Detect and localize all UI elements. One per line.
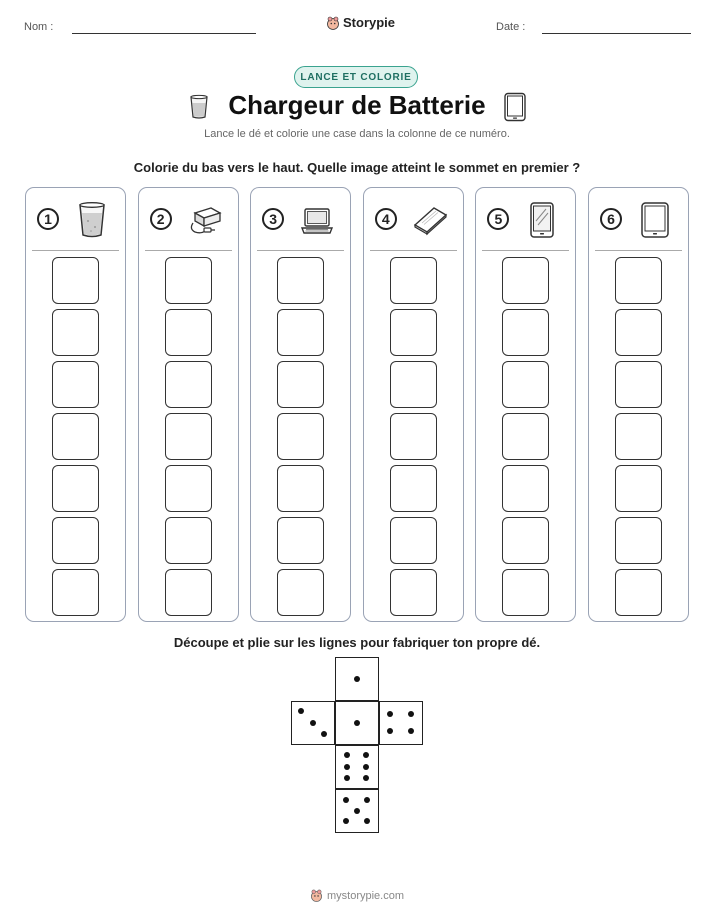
color-box[interactable] bbox=[502, 517, 549, 564]
color-box[interactable] bbox=[390, 361, 437, 408]
dice-pip bbox=[354, 720, 360, 726]
color-box[interactable] bbox=[277, 465, 324, 512]
laptop-icon bbox=[299, 201, 335, 239]
color-box[interactable] bbox=[390, 257, 437, 304]
color-box[interactable] bbox=[502, 465, 549, 512]
color-box[interactable] bbox=[165, 361, 212, 408]
tablet-icon bbox=[524, 201, 560, 239]
dice-pip bbox=[387, 728, 393, 734]
color-box[interactable] bbox=[390, 569, 437, 616]
column-2 bbox=[138, 187, 239, 622]
page-subtitle: Lance le dé et colorie une case dans la colonne de ce numéro. bbox=[204, 128, 510, 140]
color-box[interactable] bbox=[277, 257, 324, 304]
coloring-instruction: Colorie du bas vers le haut. Quelle image atteint le sommet en premier ? bbox=[133, 160, 581, 175]
dice-face-5 bbox=[335, 789, 379, 833]
dice-pip bbox=[343, 797, 349, 803]
dice-pip bbox=[344, 752, 350, 758]
name-label: Nom : bbox=[24, 21, 54, 33]
color-box[interactable] bbox=[615, 361, 662, 408]
color-box[interactable] bbox=[502, 257, 549, 304]
dice-pip bbox=[364, 797, 370, 803]
footer bbox=[0, 889, 714, 902]
color-box[interactable] bbox=[502, 309, 549, 356]
dice-pip bbox=[387, 711, 393, 717]
dice-pip bbox=[343, 818, 349, 824]
column-number: 6 bbox=[600, 208, 622, 230]
dice-instruction: Découpe et plie sur les lignes pour fabriquer ton propre dé. bbox=[173, 635, 541, 650]
date-line[interactable] bbox=[542, 33, 691, 34]
footer-url[interactable]: mystorypie.com bbox=[326, 889, 405, 902]
color-box[interactable] bbox=[615, 413, 662, 460]
dice-pip bbox=[363, 764, 369, 770]
color-box[interactable] bbox=[52, 257, 99, 304]
color-box[interactable] bbox=[52, 361, 99, 408]
storypie-mascot-icon bbox=[310, 889, 323, 902]
color-box[interactable] bbox=[615, 569, 662, 616]
dice-face-1 bbox=[335, 657, 379, 701]
dice-pip bbox=[344, 764, 350, 770]
column-divider bbox=[145, 250, 232, 251]
column-number: 2 bbox=[150, 208, 172, 230]
color-box[interactable] bbox=[390, 517, 437, 564]
color-box[interactable] bbox=[390, 309, 437, 356]
column-divider bbox=[32, 250, 119, 251]
dice-pip bbox=[321, 731, 327, 737]
activity-badge: LANCE ET COLORIE bbox=[294, 66, 418, 88]
color-box[interactable] bbox=[165, 517, 212, 564]
color-box[interactable] bbox=[615, 309, 662, 356]
column-3 bbox=[250, 187, 351, 622]
color-box[interactable] bbox=[52, 465, 99, 512]
color-box[interactable] bbox=[277, 569, 324, 616]
color-box[interactable] bbox=[165, 257, 212, 304]
power-bank-charger-icon bbox=[187, 201, 223, 239]
color-box[interactable] bbox=[502, 413, 549, 460]
color-box[interactable] bbox=[277, 361, 324, 408]
column-6 bbox=[588, 187, 689, 622]
brand-logo bbox=[326, 15, 395, 30]
color-box[interactable] bbox=[277, 517, 324, 564]
dice-pip bbox=[310, 720, 316, 726]
color-box[interactable] bbox=[615, 517, 662, 564]
column-number: 1 bbox=[37, 208, 59, 230]
color-box[interactable] bbox=[52, 413, 99, 460]
brand-name: Storypie bbox=[343, 15, 396, 30]
color-box[interactable] bbox=[165, 569, 212, 616]
dice-pip bbox=[344, 775, 350, 781]
color-box[interactable] bbox=[52, 309, 99, 356]
tablet-icon bbox=[503, 92, 527, 127]
glass-of-water-icon bbox=[74, 201, 110, 239]
dice-pip bbox=[408, 711, 414, 717]
color-box[interactable] bbox=[277, 413, 324, 460]
column-divider bbox=[257, 250, 344, 251]
color-box[interactable] bbox=[52, 517, 99, 564]
column-divider bbox=[370, 250, 457, 251]
dice-pip bbox=[363, 775, 369, 781]
color-box[interactable] bbox=[165, 465, 212, 512]
color-box[interactable] bbox=[277, 309, 324, 356]
dice-face-1 bbox=[335, 701, 379, 745]
column-divider bbox=[482, 250, 569, 251]
column-number: 3 bbox=[262, 208, 284, 230]
column-number: 4 bbox=[375, 208, 397, 230]
column-divider bbox=[595, 250, 682, 251]
color-box[interactable] bbox=[390, 465, 437, 512]
color-box[interactable] bbox=[165, 413, 212, 460]
dice-pip bbox=[354, 676, 360, 682]
dice-pip bbox=[364, 818, 370, 824]
column-number: 5 bbox=[487, 208, 509, 230]
column-5 bbox=[475, 187, 576, 622]
tablet-blank-icon bbox=[637, 201, 673, 239]
color-box[interactable] bbox=[165, 309, 212, 356]
storypie-mascot-icon bbox=[326, 16, 340, 30]
color-box[interactable] bbox=[502, 569, 549, 616]
dice-face-3 bbox=[291, 701, 335, 745]
dice-face-4 bbox=[379, 701, 423, 745]
color-box[interactable] bbox=[615, 257, 662, 304]
e-reader-icon bbox=[412, 201, 448, 239]
color-box[interactable] bbox=[615, 465, 662, 512]
column-4 bbox=[363, 187, 464, 622]
column-1 bbox=[25, 187, 126, 622]
dice-pip bbox=[408, 728, 414, 734]
color-box[interactable] bbox=[502, 361, 549, 408]
dice-pip bbox=[298, 708, 304, 714]
dice-pip bbox=[354, 808, 360, 814]
date-label: Date : bbox=[496, 21, 526, 33]
name-line[interactable] bbox=[72, 33, 256, 34]
page-title: Chargeur de Batterie bbox=[228, 90, 486, 120]
dice-face-6 bbox=[335, 745, 379, 789]
dice-pip bbox=[363, 752, 369, 758]
color-box[interactable] bbox=[390, 413, 437, 460]
color-box[interactable] bbox=[52, 569, 99, 616]
